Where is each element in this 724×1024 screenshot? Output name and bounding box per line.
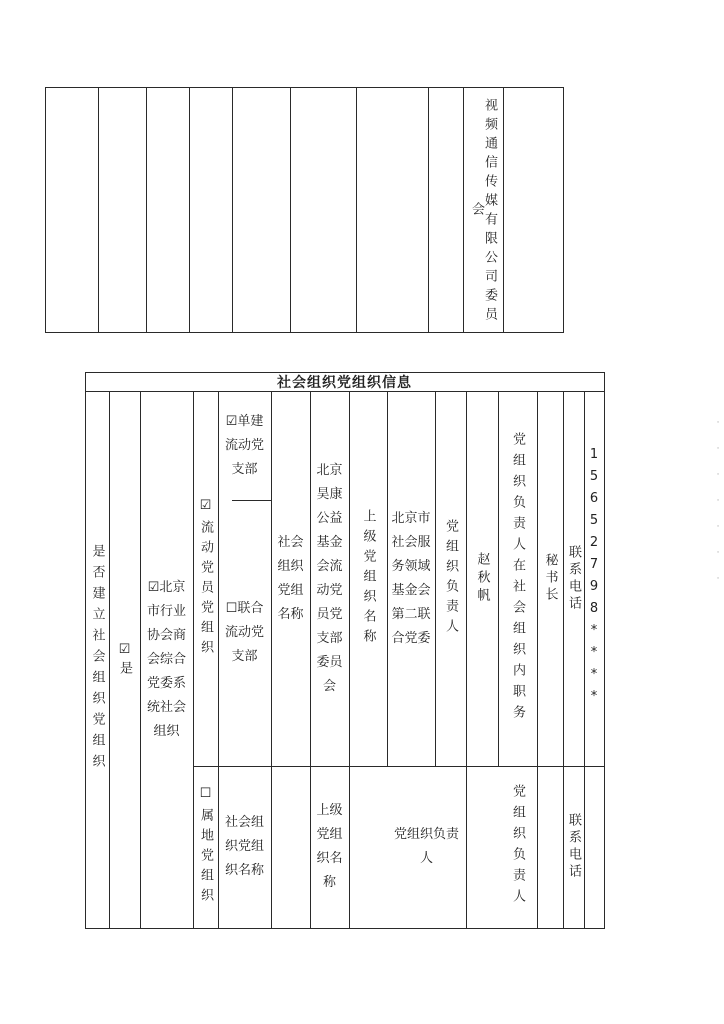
upper-org-value-cell xyxy=(387,391,435,766)
top-table-col-line xyxy=(563,87,564,333)
top-table-col-line xyxy=(98,87,99,333)
joint-mobile-option-cell[interactable] xyxy=(218,500,271,766)
territorial-org-name-label-cell xyxy=(218,766,271,928)
top-org-name: 视频通信传媒有限公司委员会 xyxy=(469,97,497,326)
territorial-org-name-value-cell xyxy=(271,766,310,928)
upper-org-value: 北京市社会服务领域基金会第二联合党委 xyxy=(391,510,431,646)
territorial-phone-label-cell xyxy=(563,766,584,928)
territorial-org-name-label: 社会组织党组织名称 xyxy=(224,815,264,878)
top-table-col-line xyxy=(45,87,46,333)
org-name-value-cell xyxy=(310,391,349,766)
territorial-phone-label: 联系电话 xyxy=(566,813,581,881)
table-title-cell xyxy=(85,372,604,391)
phone-label-cell xyxy=(563,391,584,766)
established-label: 是否建立社会组织党组织 xyxy=(89,544,105,775)
leader-value: 赵秋帆 xyxy=(474,551,490,606)
territorial-leader2-label-cell xyxy=(498,766,537,928)
single-mobile-option-checkbox[interactable]: ☑单建流动党支部 xyxy=(224,413,264,477)
top-table-col-line xyxy=(189,87,190,333)
territorial-leader-label: 党组织负责人 xyxy=(393,827,459,866)
established-value: ☑是 xyxy=(117,641,132,678)
joint-mobile-option-checkbox[interactable]: ☐联合流动党支部 xyxy=(224,601,264,664)
territorial-leader2-label: 党组织负责人 xyxy=(510,784,525,910)
scan-artifact: · · · · · · · xyxy=(713,418,723,587)
single-mobile-option-cell[interactable] xyxy=(218,391,271,500)
position-label-cell xyxy=(498,391,537,766)
mobile-option-cell[interactable] xyxy=(193,391,218,766)
table-border-bottom xyxy=(85,928,605,929)
upper-org-label: 上级党组织名称 xyxy=(360,508,376,649)
table-title: 社会组织党组织信息 xyxy=(277,374,412,391)
territorial-upper-value-cell xyxy=(349,766,386,928)
table-border-right xyxy=(604,372,605,929)
system-option-cell xyxy=(140,391,193,928)
upper-org-label-cell xyxy=(349,391,387,766)
leader-value-cell xyxy=(466,391,498,766)
top-table-col-line xyxy=(356,87,357,333)
territorial-leader-value-cell xyxy=(466,766,498,928)
territorial-option-cell[interactable] xyxy=(193,766,218,928)
top-table-border-bottom xyxy=(45,332,564,333)
top-table-col-line xyxy=(428,87,429,333)
phone-value: 15652798**** xyxy=(586,446,602,711)
leader-label-cell xyxy=(435,391,466,766)
established-value-cell xyxy=(109,391,140,928)
position-label: 党组织负责人在社会组织内职务 xyxy=(510,431,525,726)
top-table-col-line xyxy=(146,87,147,333)
mobile-option-checkbox[interactable]: ☑流动党员党组织 xyxy=(198,497,213,660)
phone-value-cell xyxy=(584,391,604,766)
top-table-col-line xyxy=(503,87,504,333)
established-label-cell xyxy=(85,391,109,928)
top-table-col-line xyxy=(232,87,233,333)
territorial-leader-label-cell xyxy=(387,766,466,928)
top-org-name-cell xyxy=(463,87,503,332)
position-value-cell xyxy=(537,391,563,766)
system-option: ☑北京市行业协会商会综合党委系统社会组织 xyxy=(146,579,186,739)
org-name-label: 社会组织党组名称 xyxy=(277,534,304,622)
org-name-value: 北京昊康公益基金会流动党员党支部委员会 xyxy=(316,462,343,694)
phone-label: 联系电话 xyxy=(566,544,581,613)
org-name-label-cell xyxy=(271,391,310,766)
position-value: 秘书长 xyxy=(542,553,558,604)
top-table-col-line xyxy=(290,87,291,333)
territorial-option-checkbox[interactable]: ☐属地党组织 xyxy=(198,786,213,908)
territorial-upper-label-cell xyxy=(310,766,349,928)
leader-label: 党组织负责人 xyxy=(443,518,458,639)
territorial-upper-label: 上级党组织名称 xyxy=(316,803,343,890)
